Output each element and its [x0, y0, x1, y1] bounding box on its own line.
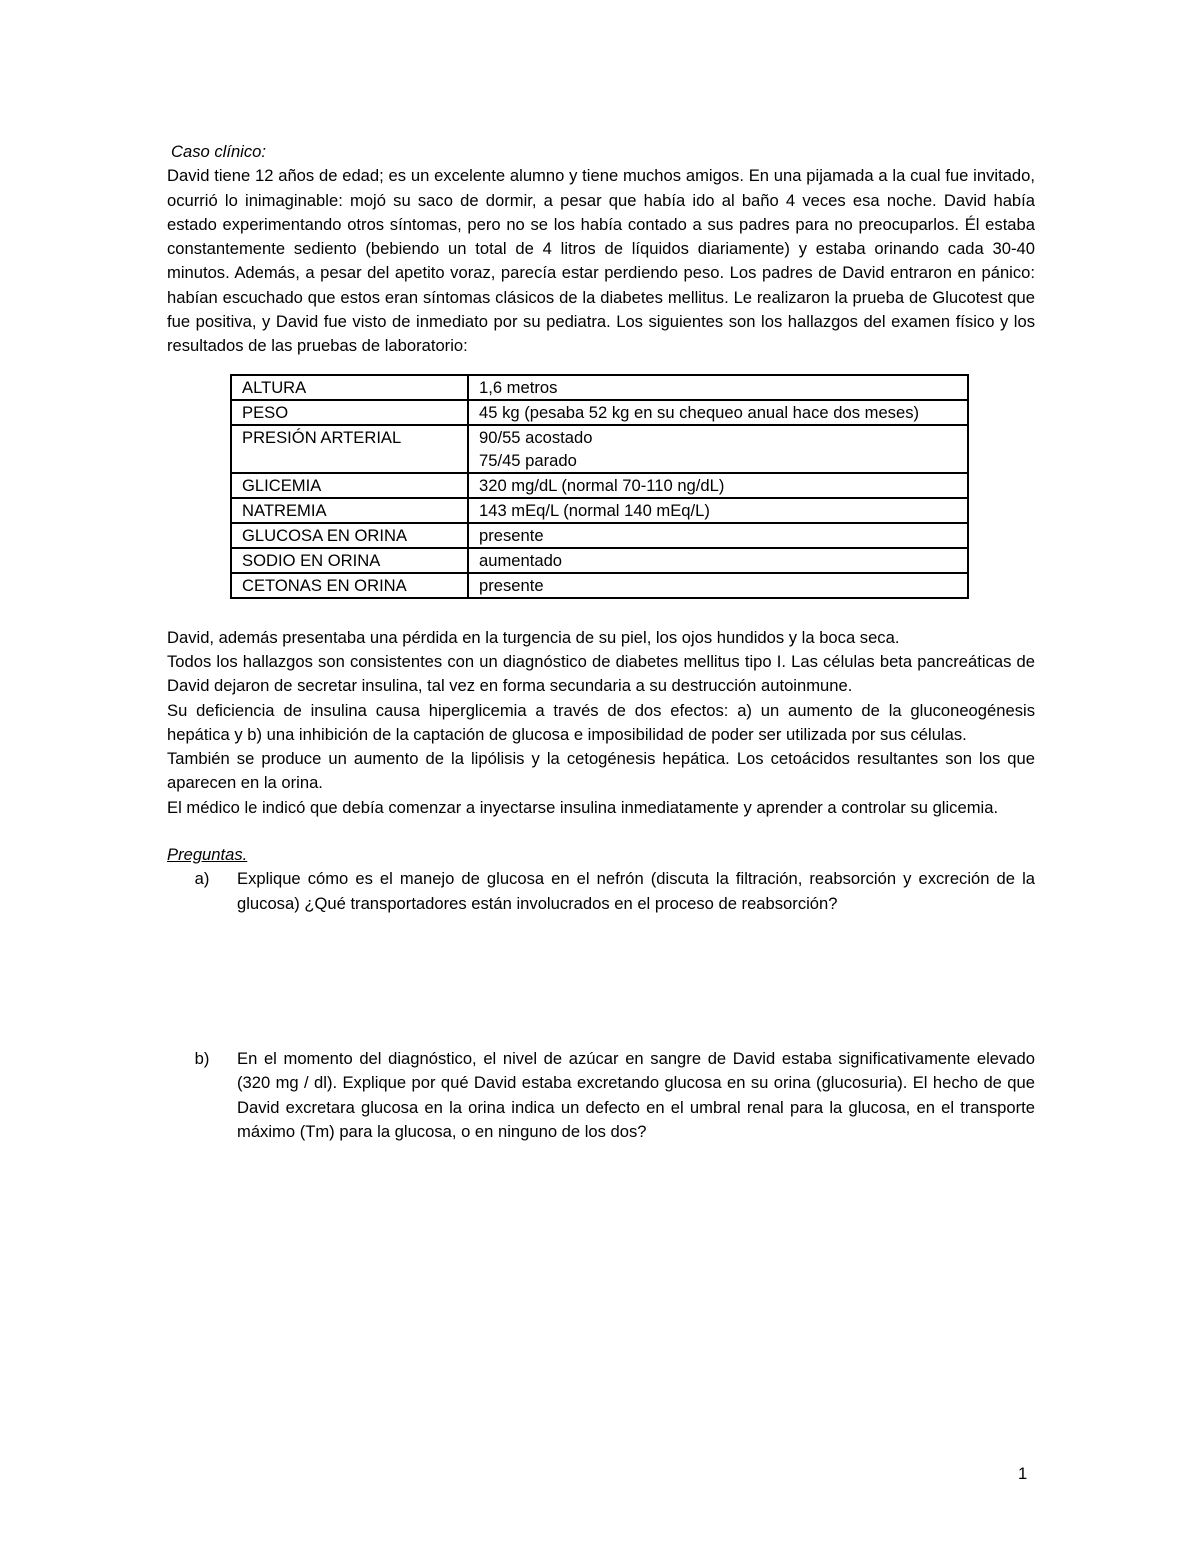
finding-label: ALTURA [231, 375, 468, 400]
paragraph: También se produce un aumento de la lipólisis y la cetogénesis hepática. Los cetoácidos resultantes son los que aparecen en la orina. [167, 749, 1035, 793]
table-row [231, 375, 968, 400]
page-number: 1 [1018, 1464, 1028, 1483]
case-intro: David tiene 12 años de edad; es un excelente alumno y tiene muchos amigos. En una pijamada a la cual fue invitado, ocurrió lo inimaginable: mojó su saco de dormir, a pesar que había ido al baño 4 veces esa noche. David había estado experimentando otros síntomas, pero no se los había contado a sus padres para no preocuparlos. Él estaba constantemente sediento (bebiendo un total de 4 litros de líquidos diariamente) y estaba orinando cada 30-40 minutos. Además, a pesar del apetito voraz, parecía estar perdiendo peso. Los padres de David entraron en pánico: habían escuchado que estos eran síntomas clásicos de la diabetes mellitus. Le realizaron la prueba de Glucotest que fue positiva, y David fue visto de inmediato por su pediatra. Los siguientes son los hallazgos del examen físico y los resultados de las pruebas de laboratorio: [167, 166, 1035, 356]
finding-value: 143 mEq/L (normal 140 mEq/L) [468, 498, 968, 523]
question-text: En el momento del diagnóstico, el nivel de azúcar en sangre de David estaba significativamente elevado (320 mg / dl). Explique por qué David estaba excretando glucosa en su orina (glucosuria). El hecho de que David excretara glucosa en la orina indica un defecto en el umbral renal para la glucosa, en el transporte máximo (Tm) para la glucosa, o en ninguno de los dos? [237, 1048, 1035, 1141]
table-row [231, 473, 968, 498]
questions-heading: Preguntas. [167, 845, 248, 865]
finding-value-line: 90/55 acostado [479, 427, 593, 447]
table-row [231, 498, 968, 523]
question-marker: a) [194, 869, 210, 889]
finding-value: 320 mg/dL (normal 70-110 ng/dL) [468, 473, 968, 498]
finding-label: SODIO EN ORINA [231, 548, 468, 573]
finding-value: presente [468, 523, 968, 548]
finding-value: aumentado [468, 548, 968, 573]
finding-value-line: 75/45 parado [479, 450, 577, 470]
question-a [167, 867, 1035, 916]
question-marker: b) [194, 1048, 210, 1068]
finding-value [468, 425, 968, 473]
table-row [231, 523, 968, 548]
table-row [231, 548, 968, 573]
paragraph: Todos los hallazgos son consistentes con un diagnóstico de diabetes mellitus tipo I. Las células beta pancreáticas de David dejaron de secretar insulina, tal vez en forma secundaria a su destrucción autoinmune. [167, 651, 1035, 696]
finding-label: GLICEMIA [231, 473, 468, 498]
diagnosis-section [167, 626, 1035, 820]
case-title: Caso clínico: [171, 142, 266, 161]
question-text: Explique cómo es el manejo de glucosa en el nefrón (discuta la filtración, reabsorción y excreción de la glucosa) ¿Qué transportadores están involucrados en el proceso de reabsorción? [237, 869, 1035, 913]
finding-value: 1,6 metros [468, 375, 968, 400]
document-page [167, 140, 1035, 1144]
finding-label: PESO [231, 400, 468, 425]
finding-value: 45 kg (pesaba 52 kg en su chequeo anual hace dos meses) [468, 400, 968, 425]
finding-value: presente [468, 573, 968, 598]
finding-label: GLUCOSA EN ORINA [231, 523, 468, 548]
finding-label: NATREMIA [231, 498, 468, 523]
paragraph: El médico le indicó que debía comenzar a inyectarse insulina inmediatamente y aprender a controlar su glicemia. [167, 797, 999, 817]
findings-table [230, 374, 969, 599]
table-row [231, 425, 968, 473]
finding-label: CETONAS EN ORINA [231, 573, 468, 598]
paragraph: David, además presentaba una pérdida en la turgencia de su piel, los ojos hundidos y la boca seca. [167, 627, 900, 647]
table-row [231, 573, 968, 598]
table-row [231, 400, 968, 425]
question-b [167, 1047, 1035, 1144]
finding-label: PRESIÓN ARTERIAL [231, 425, 468, 473]
paragraph: Su deficiencia de insulina causa hiperglicemia a través de dos efectos: a) un aumento de la gluconeogénesis hepática y b) una inhibición de la captación de glucosa e imposibilidad de poder ser utilizada por sus células. [167, 700, 1035, 744]
